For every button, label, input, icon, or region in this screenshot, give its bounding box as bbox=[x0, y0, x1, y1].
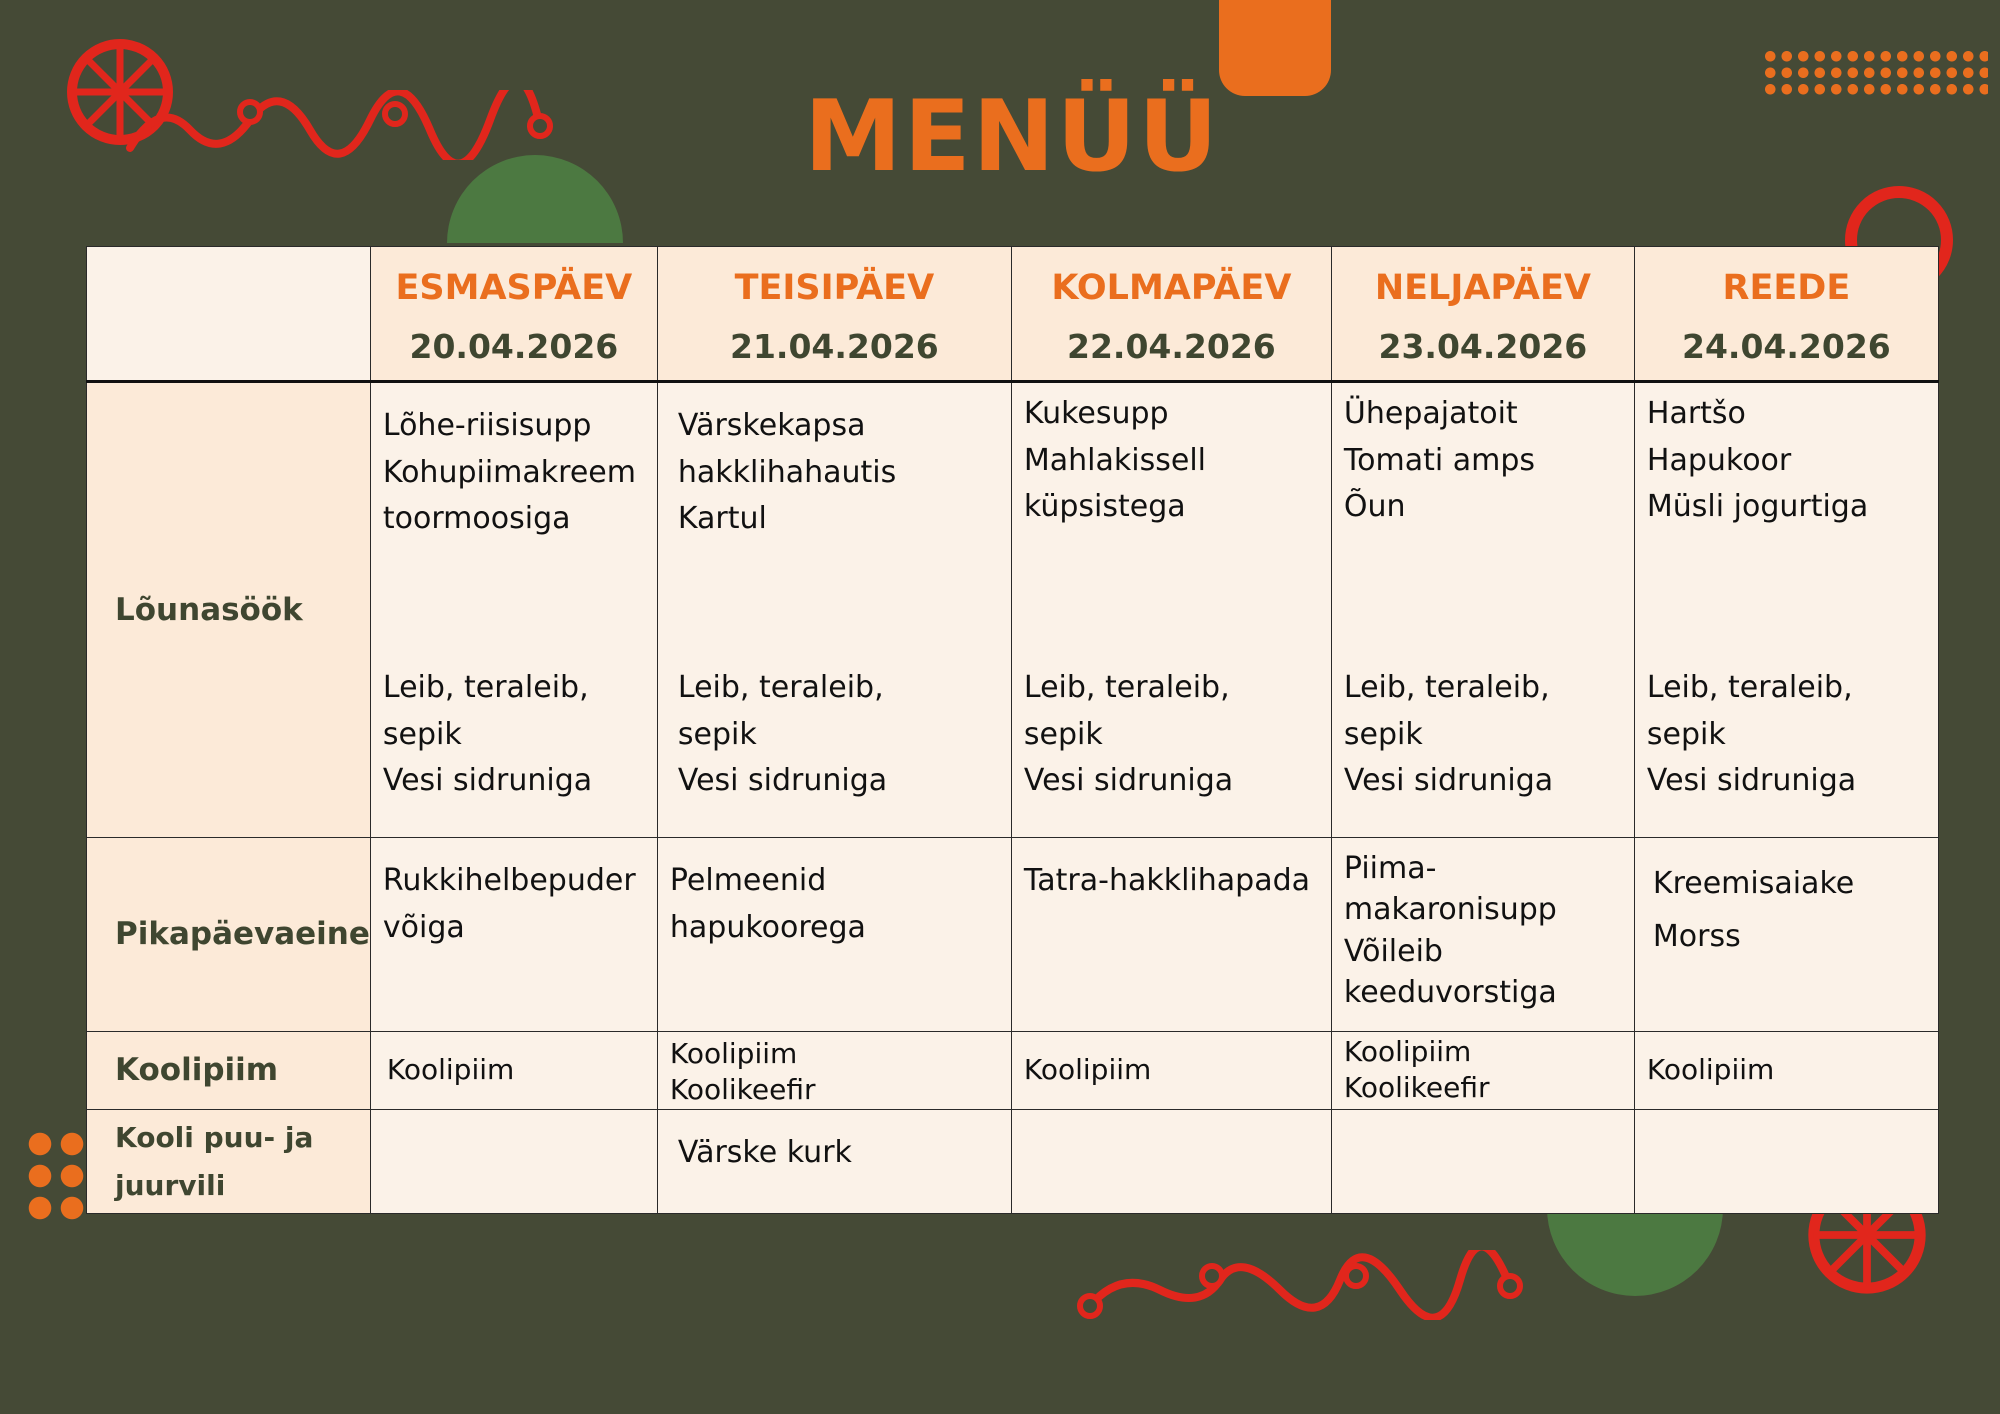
fruit-cell bbox=[1011, 1110, 1331, 1214]
afternoon-row bbox=[87, 838, 1939, 1032]
menu-item: Kohupiimakreem bbox=[382, 454, 636, 490]
menu-item: Kartul bbox=[677, 501, 767, 536]
day-date: 21.04.2026 bbox=[730, 327, 939, 367]
menu-item: hapukoorega bbox=[669, 909, 866, 945]
menu-item: Koolipiim bbox=[1023, 1053, 1152, 1087]
day-name: KOLMAPÄEV bbox=[1051, 268, 1292, 308]
menu-item: Tomati amps bbox=[1343, 442, 1535, 478]
row-label-milk: Koolipiim bbox=[87, 1032, 371, 1110]
day-date: 24.04.2026 bbox=[1682, 327, 1891, 367]
day-header bbox=[1011, 247, 1331, 382]
menu-item: Leib, teraleib, bbox=[382, 670, 589, 705]
menu-item: sepik bbox=[1646, 716, 1726, 752]
menu-item: küpsistega bbox=[1023, 489, 1186, 524]
menu-item: Vesi sidruniga bbox=[1343, 763, 1554, 798]
menu-item: Leib, teraleib, bbox=[1646, 670, 1853, 705]
afternoon-cell bbox=[370, 838, 657, 1032]
milk-cell bbox=[370, 1032, 657, 1110]
menu-item: Piima- bbox=[1343, 851, 1437, 886]
menu-item: Morss bbox=[1652, 918, 1741, 954]
menu-item: sepik bbox=[677, 716, 757, 752]
lunch-cell bbox=[1011, 382, 1331, 838]
milk-cell bbox=[1331, 1032, 1634, 1110]
menu-item: Lõhe-riisisupp bbox=[382, 408, 592, 443]
green-semicircle-decoration bbox=[1547, 1200, 1723, 1296]
lunch-cell bbox=[1634, 382, 1938, 838]
menu-item: Leib, teraleib, bbox=[1023, 670, 1230, 705]
day-header bbox=[657, 247, 1011, 382]
menu-item: Koolipiim bbox=[1646, 1053, 1775, 1087]
menu-item: Kukesupp bbox=[1023, 396, 1169, 431]
menu-item: sepik bbox=[1343, 716, 1423, 752]
menu-item: Vesi sidruniga bbox=[1646, 763, 1857, 798]
day-header bbox=[370, 247, 657, 382]
day-name: ESMASPÄEV bbox=[395, 268, 633, 308]
menu-item: Koolikeefir bbox=[1343, 1071, 1490, 1105]
menu-item: Vesi sidruniga bbox=[677, 763, 888, 798]
lunch-row bbox=[87, 382, 1939, 838]
menu-item: Ühepajatoit bbox=[1343, 396, 1518, 431]
lunch-cell bbox=[370, 382, 657, 838]
menu-item: Rukkihelbepuder bbox=[382, 863, 636, 898]
day-date: 20.04.2026 bbox=[409, 327, 619, 367]
menu-item: Kreemisaiake bbox=[1652, 866, 1855, 901]
day-name: TEISIPÄEV bbox=[734, 268, 935, 308]
menu-item: hakklihahautis bbox=[677, 454, 897, 490]
menu-item: Värskekapsa bbox=[677, 408, 866, 443]
table-header-row bbox=[87, 247, 1939, 382]
milk-cell bbox=[1634, 1032, 1938, 1110]
fruit-cell bbox=[1634, 1110, 1938, 1214]
menu-item: sepik bbox=[382, 716, 462, 752]
lunch-cell bbox=[657, 382, 1011, 838]
menu-item: Müsli jogurtiga bbox=[1646, 489, 1869, 524]
day-name: REEDE bbox=[1722, 268, 1851, 308]
menu-item: Hartšo bbox=[1646, 396, 1746, 431]
squiggle-decoration bbox=[1070, 1250, 1530, 1320]
row-label-fruit bbox=[87, 1110, 371, 1214]
menu-item: Õun bbox=[1343, 489, 1406, 524]
menu-item: Mahlakissell bbox=[1023, 442, 1206, 478]
menu-item: Vesi sidruniga bbox=[1023, 763, 1234, 798]
day-date: 23.04.2026 bbox=[1378, 327, 1588, 367]
menu-item: Hapukoor bbox=[1646, 442, 1792, 478]
menu-item: võiga bbox=[382, 909, 465, 945]
menu-item: Vesi sidruniga bbox=[382, 763, 593, 798]
menu-item: toormoosiga bbox=[382, 501, 571, 536]
row-label-afternoon: Pikapäevaeine bbox=[87, 838, 371, 1032]
menu-item: Koolipiim bbox=[1343, 1035, 1472, 1068]
afternoon-cell bbox=[1634, 838, 1938, 1032]
menu-item: Koolipiim bbox=[386, 1053, 515, 1087]
menu-item: Pelmeenid bbox=[669, 863, 827, 898]
menu-item: Koolipiim bbox=[669, 1037, 798, 1070]
dot-grid-decoration bbox=[24, 1128, 88, 1224]
menu-item: Leib, teraleib, bbox=[677, 670, 884, 705]
menu-item: Leib, teraleib, bbox=[1343, 670, 1550, 705]
afternoon-cell bbox=[1011, 838, 1331, 1032]
menu-table bbox=[86, 246, 1939, 1214]
menu-item: Koolikeefir bbox=[669, 1073, 816, 1107]
fruit-cell bbox=[370, 1110, 657, 1214]
day-header bbox=[1634, 247, 1938, 382]
menu-item: sepik bbox=[1023, 716, 1103, 752]
day-date: 22.04.2026 bbox=[1067, 327, 1276, 367]
empty-corner-cell bbox=[87, 247, 371, 382]
fruit-cell bbox=[657, 1110, 1011, 1214]
menu-item: Võileib bbox=[1343, 933, 1443, 969]
menu-item: makaronisupp bbox=[1343, 892, 1557, 928]
milk-cell bbox=[1011, 1032, 1331, 1110]
menu-item: keeduvorstiga bbox=[1343, 975, 1557, 1011]
row-label-lunch: Lõunasöök bbox=[87, 382, 371, 838]
milk-row bbox=[87, 1032, 1939, 1110]
afternoon-cell bbox=[657, 838, 1011, 1032]
day-name: NELJAPÄEV bbox=[1374, 268, 1591, 308]
day-header bbox=[1331, 247, 1634, 382]
fruit-cell bbox=[1331, 1110, 1634, 1214]
fruit-row bbox=[87, 1110, 1939, 1214]
row-label-text: Kooli puu- ja juurvili bbox=[115, 1121, 314, 1202]
menu-item: Tatra-hakklihapada bbox=[1023, 863, 1311, 898]
milk-cell bbox=[657, 1032, 1011, 1110]
lunch-cell bbox=[1331, 382, 1634, 838]
page-title: MENÜÜ bbox=[804, 80, 1220, 194]
afternoon-cell bbox=[1331, 838, 1634, 1032]
menu-item: Värske kurk bbox=[677, 1135, 852, 1170]
